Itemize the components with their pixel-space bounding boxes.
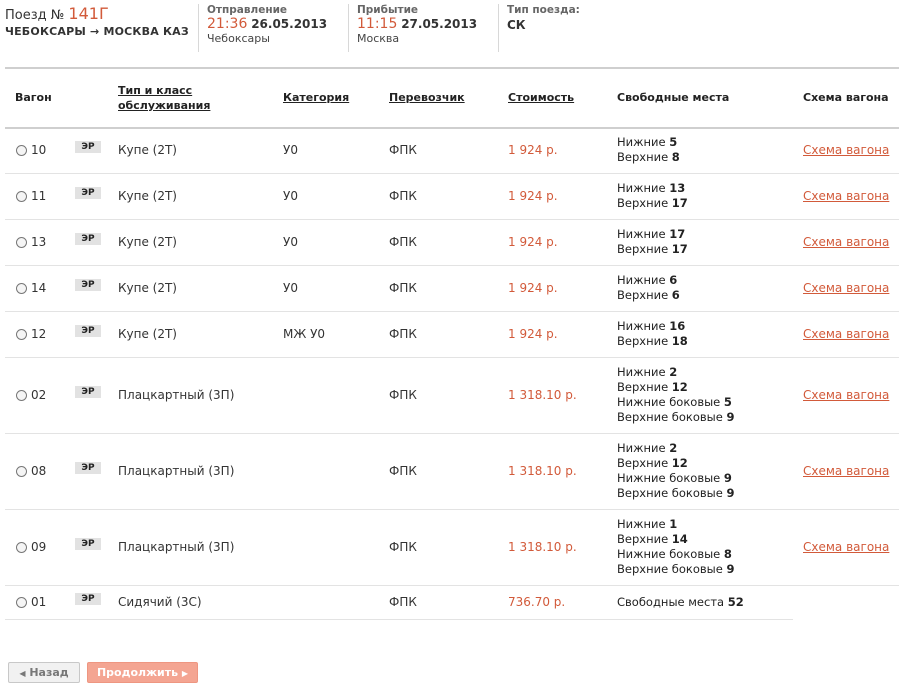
- seat-count: 17: [671, 242, 688, 256]
- er-badge: ЭР: [75, 233, 101, 245]
- service-type: Купе (2Т): [118, 281, 177, 295]
- seat-line: [617, 471, 735, 486]
- ticket-price: 1 924 р.: [508, 189, 558, 203]
- seat-line: [617, 410, 735, 425]
- ticket-price: 1 318.10 р.: [508, 540, 577, 554]
- er-badge: ЭР: [75, 538, 101, 550]
- table-row[interactable]: [5, 265, 899, 312]
- carrier: ФПК: [389, 143, 417, 157]
- carrier: ФПК: [389, 540, 417, 554]
- service-type: Сидячий (3С): [118, 595, 202, 609]
- wagon-table: [5, 67, 899, 609]
- train-info: [5, 4, 189, 38]
- train-header: [0, 0, 900, 60]
- seat-count: 16: [669, 319, 686, 333]
- seat-line: [617, 441, 735, 456]
- train-type-info: [498, 4, 580, 52]
- seat-label: Верхние боковые: [617, 562, 723, 576]
- seat-label: Нижние: [617, 181, 666, 195]
- wagon-number: 13: [31, 235, 47, 249]
- table-header: [5, 67, 899, 129]
- seat-count: 2: [669, 365, 678, 379]
- table-row[interactable]: [5, 311, 899, 358]
- seat-label: Верхние боковые: [617, 486, 723, 500]
- service-type: Купе (2Т): [118, 235, 177, 249]
- carrier: ФПК: [389, 189, 417, 203]
- col-category[interactable]: Категория: [283, 91, 350, 104]
- continue-label: Продолжить: [96, 666, 179, 679]
- arrival-caption: Прибытие: [357, 4, 419, 16]
- table-row[interactable]: [5, 509, 899, 586]
- seat-label: Верхние: [617, 532, 669, 546]
- train-type-caption: Тип поезда:: [507, 4, 580, 16]
- wagon-category: МЖ У0: [283, 327, 326, 341]
- carrier: ФПК: [389, 388, 417, 402]
- free-seats: [617, 227, 688, 257]
- ticket-price: 1 924 р.: [508, 235, 558, 249]
- seat-count: 5: [723, 395, 732, 409]
- departure-caption: Отправление: [207, 4, 288, 16]
- carrier: ФПК: [389, 464, 417, 478]
- wagon-scheme-link[interactable]: Схема вагона: [803, 235, 890, 249]
- seat-label: Верхние боковые: [617, 410, 723, 424]
- seat-count: 9: [726, 410, 735, 424]
- seat-line: [617, 380, 735, 395]
- free-seats: [617, 181, 688, 211]
- seat-line: [617, 135, 680, 150]
- table-row[interactable]: [5, 127, 899, 174]
- carrier: ФПК: [389, 327, 417, 341]
- train-number: 141Г: [68, 4, 109, 23]
- seat-count: 5: [669, 135, 678, 149]
- ticket-price: 1 924 р.: [508, 327, 558, 341]
- train-route: ЧЕБОКСАРЫ → МОСКВА КАЗ: [5, 25, 189, 38]
- table-row[interactable]: [5, 585, 793, 620]
- carrier: ФПК: [389, 281, 417, 295]
- train-label: Поезд №: [5, 8, 65, 23]
- er-badge: ЭР: [75, 187, 101, 199]
- seat-line: [617, 547, 735, 562]
- er-badge: ЭР: [75, 141, 101, 153]
- seat-count: 9: [723, 471, 732, 485]
- wagon-scheme-link[interactable]: Схема вагона: [803, 540, 890, 554]
- service-type: Плацкартный (3П): [118, 464, 235, 478]
- seat-line: [617, 517, 735, 532]
- free-seats: [617, 595, 744, 610]
- wagon-scheme-link[interactable]: Схема вагона: [803, 388, 890, 402]
- table-row[interactable]: [5, 433, 899, 510]
- table-row[interactable]: [5, 219, 899, 266]
- seat-label: Нижние: [617, 273, 666, 287]
- seat-count: 1: [669, 517, 678, 531]
- wagon-number: 09: [31, 540, 47, 554]
- wagon-radio[interactable]: [16, 191, 27, 202]
- arrival-info: [348, 4, 477, 52]
- wagon-radio[interactable]: [16, 145, 27, 156]
- seat-count: 2: [669, 441, 678, 455]
- ticket-price: 1 924 р.: [508, 281, 558, 295]
- departure-city: Чебоксары: [207, 32, 270, 45]
- col-carrier[interactable]: Перевозчик: [389, 91, 465, 104]
- departure-date: 26.05.2013: [251, 17, 328, 31]
- seat-line: [617, 562, 735, 577]
- er-badge: ЭР: [75, 386, 101, 398]
- seat-count: 12: [671, 456, 688, 470]
- wagon-category: У0: [283, 143, 298, 157]
- seat-label: Нижние: [617, 441, 666, 455]
- wagon-radio[interactable]: [16, 283, 27, 294]
- wagon-number: 02: [31, 388, 47, 402]
- seat-line: [617, 532, 735, 547]
- service-type: Купе (2Т): [118, 189, 177, 203]
- er-badge: ЭР: [75, 462, 101, 474]
- departure-info: [198, 4, 327, 52]
- seat-label: Верхние: [617, 196, 669, 210]
- arrival-city: Москва: [357, 32, 400, 45]
- seat-line: [617, 227, 688, 242]
- seat-label: Верхние: [617, 242, 669, 256]
- wagon-radio[interactable]: [16, 597, 27, 608]
- seat-count: 17: [671, 196, 688, 210]
- ticket-price: 1 318.10 р.: [508, 464, 577, 478]
- table-row[interactable]: [5, 357, 899, 434]
- seat-count: 6: [669, 273, 678, 287]
- seat-line: [617, 273, 680, 288]
- seat-line: [617, 334, 688, 349]
- free-seats: [617, 365, 735, 425]
- er-badge: ЭР: [75, 325, 101, 337]
- wagon-category: У0: [283, 235, 298, 249]
- seat-label: Верхние: [617, 334, 669, 348]
- seat-count: 12: [671, 380, 688, 394]
- seat-line: [617, 319, 688, 334]
- seat-count: 9: [726, 486, 735, 500]
- wagon-category: У0: [283, 189, 298, 203]
- seat-line: [617, 181, 688, 196]
- triangle-right-icon: ▶: [181, 669, 189, 678]
- seat-line: [617, 242, 688, 257]
- wagon-category: У0: [283, 281, 298, 295]
- seat-label: Нижние: [617, 365, 666, 379]
- seat-count: 8: [671, 150, 680, 164]
- wagon-number: 08: [31, 464, 47, 478]
- free-seats: [617, 135, 680, 165]
- wagon-radio[interactable]: [16, 542, 27, 553]
- wagon-radio[interactable]: [16, 237, 27, 248]
- seat-line: [617, 456, 735, 471]
- seat-label: Нижние: [617, 227, 666, 241]
- seat-line: [617, 365, 735, 380]
- seat-label: Верхние: [617, 456, 669, 470]
- carrier: ФПК: [389, 235, 417, 249]
- service-type: Купе (2Т): [118, 327, 177, 341]
- seat-count: 14: [671, 532, 688, 546]
- seat-label: Нижние: [617, 135, 666, 149]
- seat-count: 52: [727, 594, 744, 609]
- seat-label: Верхние: [617, 150, 669, 164]
- wagon-radio[interactable]: [16, 329, 27, 340]
- wagon-scheme-link[interactable]: Схема вагона: [803, 281, 890, 295]
- free-seats: [617, 517, 735, 577]
- seat-count: 17: [669, 227, 686, 241]
- table-row[interactable]: [5, 173, 899, 220]
- seat-line: [617, 196, 688, 211]
- seat-count: 18: [671, 334, 688, 348]
- triangle-left-icon: ◀: [19, 669, 26, 678]
- carrier: ФПК: [389, 595, 417, 609]
- free-seats: [617, 273, 680, 303]
- service-type: Купе (2Т): [118, 143, 177, 157]
- col-seats: Свободные места: [617, 91, 730, 104]
- seat-count: 9: [726, 562, 735, 576]
- er-badge: ЭР: [75, 279, 101, 291]
- back-label: Назад: [29, 666, 69, 679]
- er-badge: ЭР: [75, 593, 101, 605]
- arrival-time: 11:15: [357, 16, 398, 32]
- wagon-radio[interactable]: [16, 390, 27, 401]
- free-seats: [617, 441, 735, 501]
- service-type: Плацкартный (3П): [118, 540, 235, 554]
- seat-line: [617, 595, 744, 610]
- wagon-radio[interactable]: [16, 466, 27, 477]
- seat-label: Нижние боковые: [617, 547, 721, 561]
- wagon-scheme-link[interactable]: Схема вагона: [803, 143, 890, 157]
- seat-count: 13: [669, 181, 686, 195]
- wagon-number: 01: [31, 595, 47, 609]
- wagon-number: 14: [31, 281, 47, 295]
- continue-button[interactable]: [87, 662, 198, 683]
- col-price[interactable]: Стоимость: [508, 91, 575, 104]
- service-type: Плацкартный (3П): [118, 388, 235, 402]
- seat-label: Нижние боковые: [617, 471, 721, 485]
- wagon-scheme-link[interactable]: Схема вагона: [803, 464, 890, 478]
- ticket-price: 736.70 р.: [508, 595, 566, 609]
- seat-count: 8: [723, 547, 732, 561]
- train-type-value: СК: [507, 18, 526, 32]
- wagon-scheme-link[interactable]: Схема вагона: [803, 189, 890, 203]
- ticket-price: 1 318.10 р.: [508, 388, 577, 402]
- seat-count: 6: [671, 288, 680, 302]
- seat-label: Верхние: [617, 288, 669, 302]
- col-wagon: Вагон: [15, 91, 52, 104]
- seat-label: Нижние: [617, 517, 666, 531]
- wagon-scheme-link[interactable]: Схема вагона: [803, 327, 890, 341]
- seat-line: [617, 288, 680, 303]
- back-button[interactable]: [8, 662, 80, 683]
- col-type[interactable]: Тип и класс обслуживания: [118, 84, 211, 112]
- seat-line: [617, 395, 735, 410]
- wagon-number: 11: [31, 189, 47, 203]
- col-scheme: Схема вагона: [803, 91, 889, 104]
- seat-line: [617, 486, 735, 501]
- seat-line: [617, 150, 680, 165]
- seat-label: Верхние: [617, 380, 669, 394]
- seat-label: Нижние: [617, 319, 666, 333]
- wagon-number: 10: [31, 143, 47, 157]
- departure-time: 21:36: [207, 16, 248, 32]
- free-seats: [617, 319, 688, 349]
- ticket-price: 1 924 р.: [508, 143, 558, 157]
- arrival-date: 27.05.2013: [401, 17, 478, 31]
- wagon-number: 12: [31, 327, 47, 341]
- seat-label: Свободные места: [617, 594, 725, 609]
- seat-label: Нижние боковые: [617, 395, 721, 409]
